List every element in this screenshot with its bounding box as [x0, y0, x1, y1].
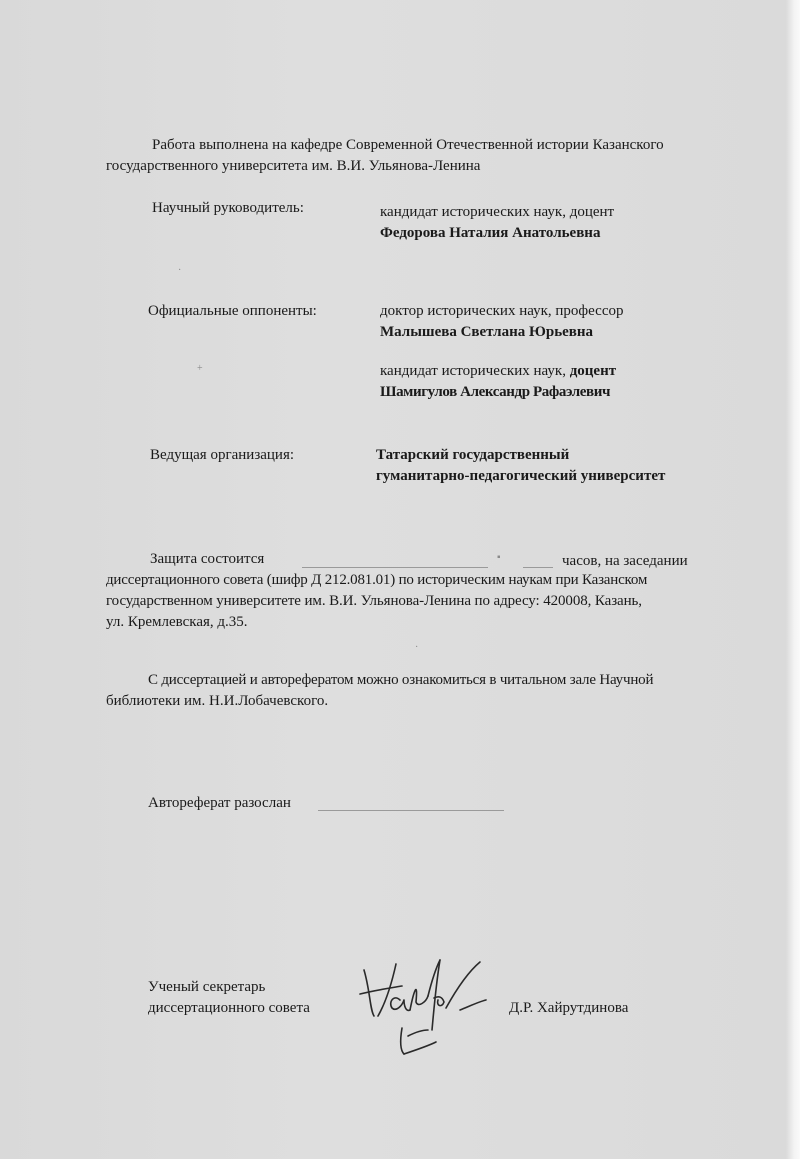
defense-line-4: ул. Кремлевская, д.35.: [106, 614, 248, 630]
opponent-2-name: Шамигулов Александр Рафаэлевич: [380, 384, 611, 400]
defense-time-blank: [523, 567, 553, 568]
library-line-2: библиотеки им. Н.И.Лобачевского.: [106, 693, 329, 709]
scan-speck: +: [197, 363, 203, 374]
intro-line-1: Работа выполнена на кафедре Современной Отечественной истории Казанского: [152, 137, 664, 153]
defense-date-blank: [302, 567, 488, 568]
lead-org-line-2: гуманитарно-педагогический университет: [376, 468, 666, 484]
opponent-2-degree-line: [380, 362, 616, 380]
lead-org-line-1: Татарский государственный: [376, 447, 570, 463]
defense-start: Защита состоится: [150, 551, 265, 567]
supervisor-label: Научный руководитель:: [152, 200, 304, 216]
secretary-line-1: Ученый секретарь: [148, 979, 266, 995]
opponents-label: Официальные оппоненты:: [148, 303, 317, 319]
intro-line-2: государственного университета им. В.И. Ульянова-Ленина: [106, 158, 481, 174]
secretary-name: Д.Р. Хайрутдинова: [509, 1000, 629, 1016]
library-line-1: С диссертацией и авторефератом можно ознакомиться в читальном зале Научной: [148, 672, 654, 688]
handwritten-signature: [356, 950, 506, 1065]
supervisor-name: Федорова Наталия Анатольевна: [380, 225, 601, 241]
defense-hours: часов, на заседании: [562, 553, 688, 569]
defense-line-2: диссертационного совета (шифр Д 212.081.01) по историческим наукам при Казанском: [106, 572, 648, 588]
secretary-line-2: диссертационного совета: [148, 1000, 310, 1016]
scan-speck: ·: [415, 642, 419, 653]
supervisor-degree: кандидат исторических наук, доцент: [380, 204, 615, 220]
page-edge: [786, 0, 800, 1159]
scan-speck: ▪: [497, 552, 501, 563]
defense-line-3: государственном университете им. В.И. Ульянова-Ленина по адресу: 420008, Казань,: [106, 593, 642, 609]
lead-org-label: Ведущая организация:: [150, 447, 295, 463]
opponent-2-title: доцент: [569, 363, 617, 379]
scan-speck: ·: [178, 265, 182, 276]
mailing-label: Автореферат разослан: [148, 795, 291, 811]
opponent-1-name: Малышева Светлана Юрьевна: [380, 324, 594, 340]
opponent-2-degree: кандидат исторических наук,: [380, 363, 566, 379]
mailing-date-blank: [318, 810, 504, 811]
opponent-1-degree: доктор исторических наук, профессор: [380, 303, 624, 319]
